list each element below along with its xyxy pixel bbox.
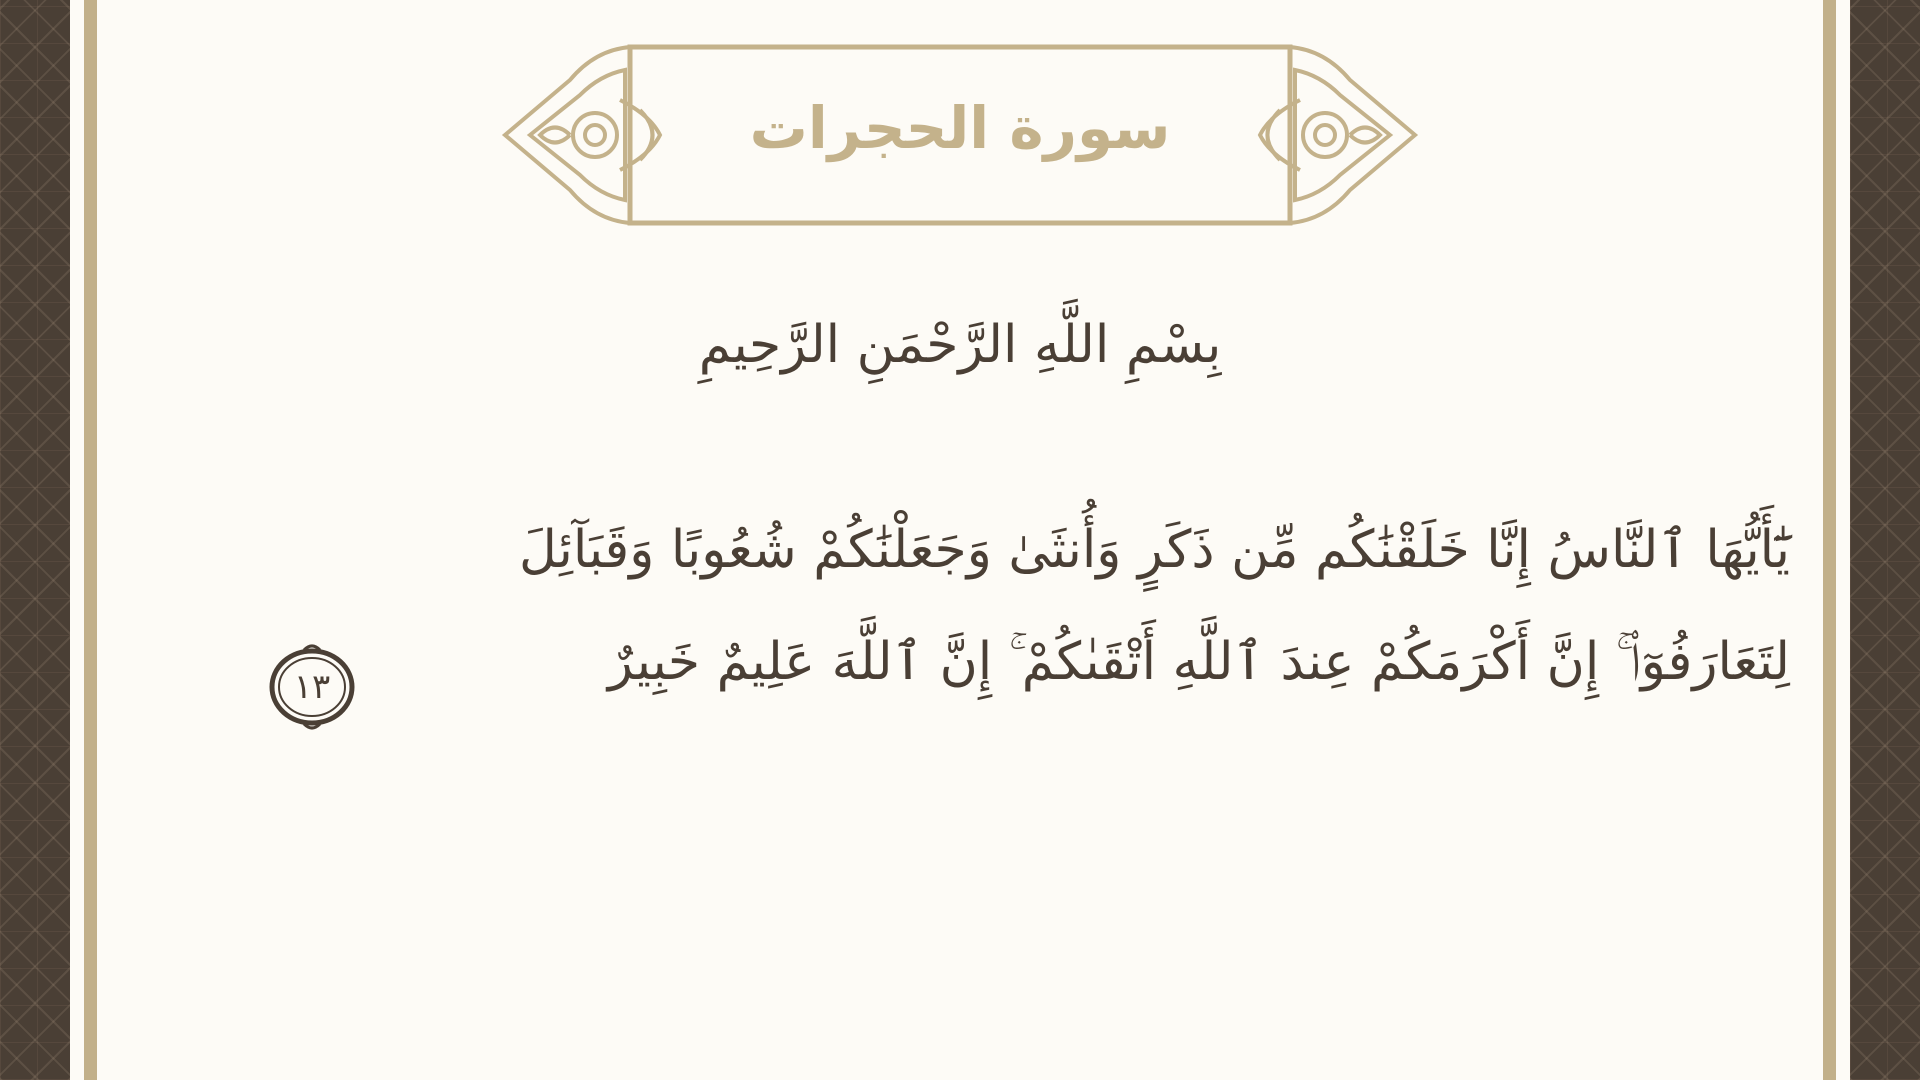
surah-title: سورة الحجرات <box>749 94 1171 162</box>
ayah-number: ١٣ <box>293 667 331 707</box>
surah-title-banner <box>500 40 1420 230</box>
left-gold-rule <box>84 0 97 1080</box>
basmala: بِسْمِ اللَّهِ الرَّحْمَنِ الرَّحِيمِ <box>698 315 1222 375</box>
right-gold-rule <box>1823 0 1836 1080</box>
ayah-number-marker <box>262 642 362 732</box>
right-pattern-border <box>1850 0 1920 1080</box>
verse-line-2: لِتَعَارَفُوٓا۟ ۚ إِنَّ أَكْرَمَكُمْ عِندَ ٱللَّهِ أَتْقَىٰكُمْ ۚ إِنَّ ٱللَّهَ عَلِيمٌ خَبِيرٌ <box>607 632 1790 692</box>
verse-line-1: يَٰٓأَيُّهَا ٱلنَّاسُ إِنَّا خَلَقْنَٰكُم مِّن ذَكَرٍ وَأُنثَىٰ وَجَعَلْنَٰكُمْ شُعُوبًا وَقَبَآئِلَ <box>518 520 1790 580</box>
left-pattern-border <box>0 0 70 1080</box>
